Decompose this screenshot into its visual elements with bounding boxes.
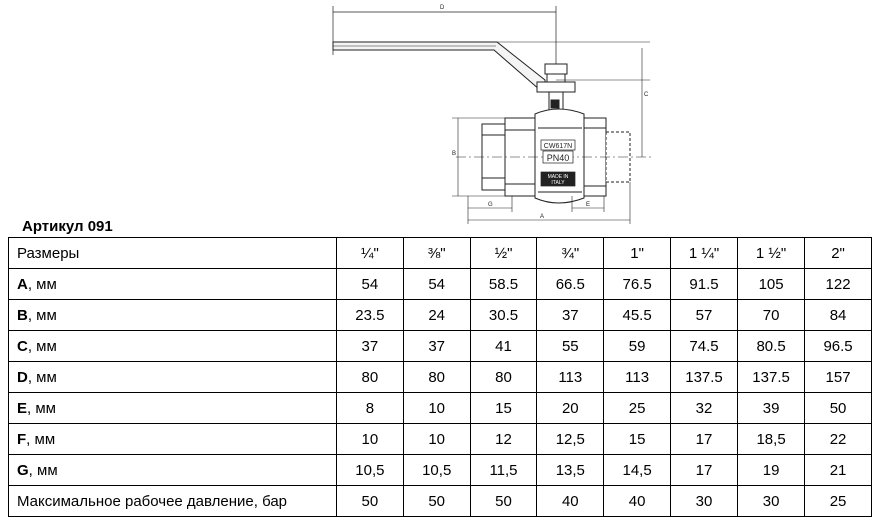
row-label-text: , мм: [27, 275, 57, 293]
table-cell: 70: [738, 300, 805, 331]
table-cell: 23.5: [337, 300, 404, 331]
table-cell: 58.5: [470, 269, 537, 300]
size-header: 1": [604, 238, 671, 269]
row-label: [9, 424, 337, 455]
table-cell: 21: [805, 455, 872, 486]
table-cell: 39: [738, 393, 805, 424]
row-label-text: , мм: [27, 368, 57, 386]
row-label-text: Максимальное рабочее давление, бар: [17, 492, 288, 510]
table-cell: 10,5: [403, 455, 470, 486]
size-header: ¾": [537, 238, 604, 269]
row-label-text: , мм: [28, 461, 58, 479]
row-label: [9, 362, 337, 393]
table-cell: 50: [337, 486, 404, 517]
table-cell: 84: [805, 300, 872, 331]
row-label-text: , мм: [27, 306, 57, 324]
row-label: [9, 486, 337, 517]
dimensions-table-body: [9, 238, 872, 517]
table-cell: 22: [805, 424, 872, 455]
size-header: 1 ½": [738, 238, 805, 269]
table-cell: 45.5: [604, 300, 671, 331]
dimension-letter: B: [17, 306, 28, 324]
table-cell: 41: [470, 331, 537, 362]
table-cell: 11,5: [470, 455, 537, 486]
table-row: [9, 393, 872, 424]
table-cell: 113: [537, 362, 604, 393]
table-cell: 59: [604, 331, 671, 362]
size-header: 2": [805, 238, 872, 269]
table-cell: 15: [604, 424, 671, 455]
header-label: Размеры: [9, 238, 337, 269]
table-row: [9, 424, 872, 455]
dim-label-b: B: [452, 151, 457, 157]
table-cell: 10: [403, 393, 470, 424]
table-cell: 80.5: [738, 331, 805, 362]
table-cell: 137.5: [670, 362, 737, 393]
table-cell: 37: [403, 331, 470, 362]
dim-label-g: G: [488, 202, 493, 208]
table-cell: 76.5: [604, 269, 671, 300]
table-cell: 74.5: [670, 331, 737, 362]
table-cell: 10: [337, 424, 404, 455]
row-label: [9, 300, 337, 331]
size-header: ⅜": [403, 238, 470, 269]
row-label: [9, 455, 337, 486]
table-row: [9, 455, 872, 486]
table-cell: 17: [670, 455, 737, 486]
table-cell: 19: [738, 455, 805, 486]
table-row: [9, 300, 872, 331]
article-title: Артикул 091: [22, 218, 113, 235]
row-label-text: , мм: [26, 430, 56, 448]
dim-label-d: D: [440, 5, 445, 11]
dimension-letter: F: [17, 430, 27, 448]
table-cell: 113: [604, 362, 671, 393]
table-cell: 105: [738, 269, 805, 300]
table-row: [9, 269, 872, 300]
marking-material: CW617N: [543, 143, 573, 150]
table-cell: 137.5: [738, 362, 805, 393]
dimension-letter: A: [17, 275, 28, 293]
row-label-text: , мм: [27, 399, 56, 417]
table-cell: 57: [670, 300, 737, 331]
table-cell: 37: [537, 300, 604, 331]
dimension-letter: D: [17, 368, 28, 386]
table-cell: 24: [403, 300, 470, 331]
table-row: [9, 362, 872, 393]
table-cell: 66.5: [537, 269, 604, 300]
table-cell: 54: [403, 269, 470, 300]
table-cell: 40: [604, 486, 671, 517]
table-row-max-pressure: [9, 486, 872, 517]
marking-pressure: PN40: [546, 153, 570, 163]
table-header-row: [9, 238, 872, 269]
table-cell: 50: [403, 486, 470, 517]
dimensions-table: [8, 237, 872, 517]
table-cell: 54: [337, 269, 404, 300]
size-header: ¼": [337, 238, 404, 269]
size-header: ½": [470, 238, 537, 269]
table-cell: 80: [470, 362, 537, 393]
size-header: 1 ¼": [670, 238, 737, 269]
table-cell: 30: [738, 486, 805, 517]
table-cell: 55: [537, 331, 604, 362]
table-cell: 10,5: [337, 455, 404, 486]
table-cell: 15: [470, 393, 537, 424]
table-cell: 122: [805, 269, 872, 300]
table-cell: 25: [604, 393, 671, 424]
table-cell: 25: [805, 486, 872, 517]
table-cell: 20: [537, 393, 604, 424]
row-label: [9, 393, 337, 424]
dimension-letter: E: [17, 399, 28, 417]
table-cell: 8: [337, 393, 404, 424]
table-cell: 91.5: [670, 269, 737, 300]
table-cell: 32: [670, 393, 737, 424]
row-label: [9, 269, 337, 300]
table-cell: 96.5: [805, 331, 872, 362]
dimension-letter: C: [17, 337, 28, 355]
table-cell: 50: [470, 486, 537, 517]
table-cell: 40: [537, 486, 604, 517]
table-cell: 14,5: [604, 455, 671, 486]
table-cell: 18,5: [738, 424, 805, 455]
dim-label-e: E: [586, 202, 591, 208]
table-cell: 17: [670, 424, 737, 455]
table-row: [9, 331, 872, 362]
table-cell: 37: [337, 331, 404, 362]
table-cell: 12: [470, 424, 537, 455]
valve-technical-drawing: [320, 0, 660, 226]
table-cell: 50: [805, 393, 872, 424]
row-label: [9, 331, 337, 362]
table-cell: 80: [337, 362, 404, 393]
table-cell: 12,5: [537, 424, 604, 455]
dim-label-a: A: [540, 214, 545, 220]
row-label-text: , мм: [27, 337, 57, 355]
dim-label-c: C: [644, 92, 649, 98]
marking-origin-line1: MADE IN: [547, 174, 569, 180]
table-cell: 30: [670, 486, 737, 517]
marking-origin-line2: ITALY: [551, 180, 565, 186]
dimension-letter: G: [17, 461, 29, 479]
table-cell: 80: [403, 362, 470, 393]
table-cell: 30.5: [470, 300, 537, 331]
table-cell: 10: [403, 424, 470, 455]
table-cell: 13,5: [537, 455, 604, 486]
table-cell: 157: [805, 362, 872, 393]
